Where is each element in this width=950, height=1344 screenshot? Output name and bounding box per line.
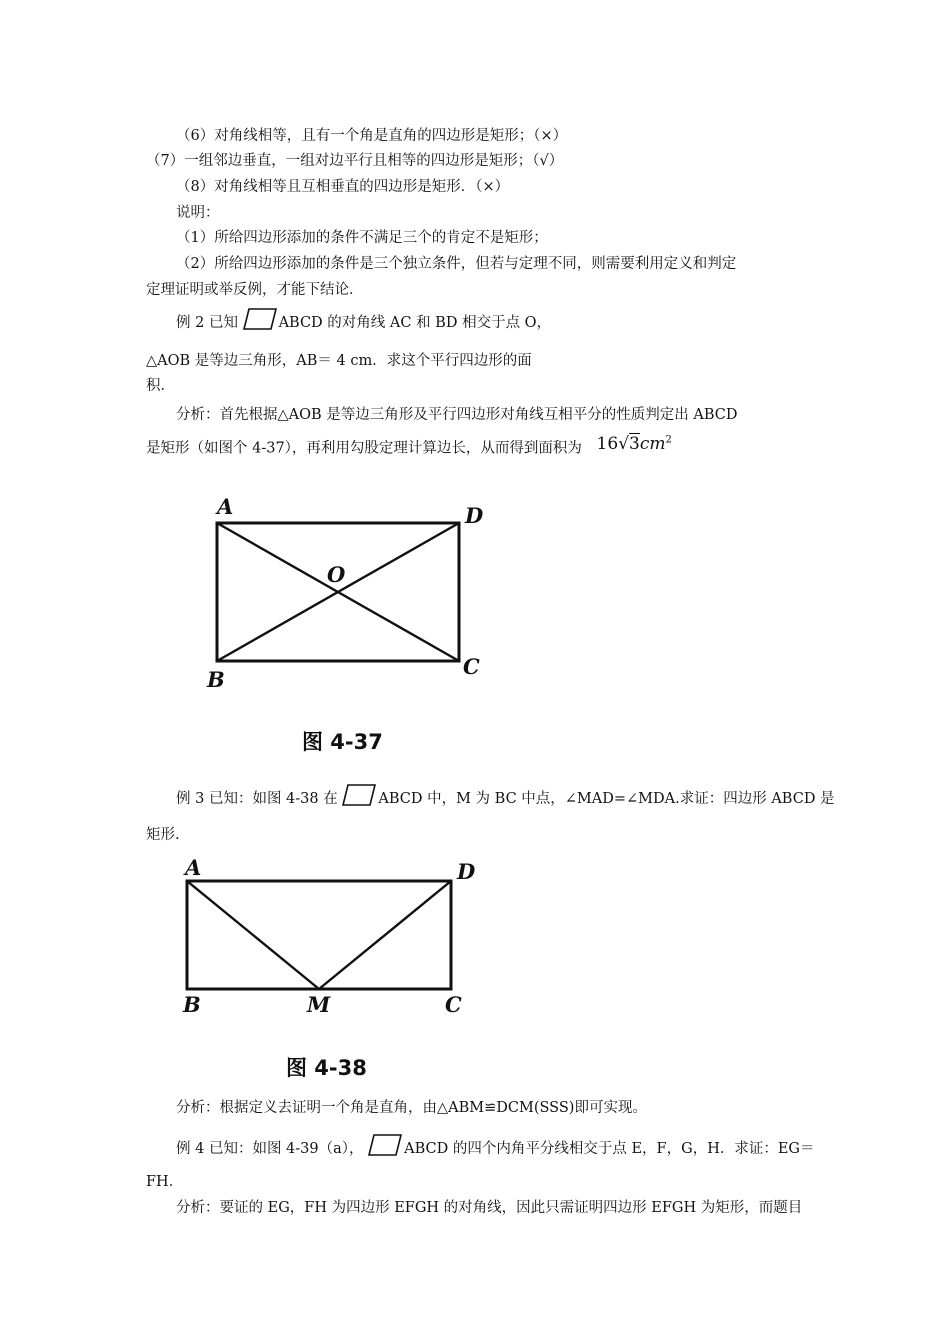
area-coefficient: 16 — [596, 433, 619, 454]
vertex-label-a: A — [185, 855, 202, 880]
sqrt-sign: √ — [618, 433, 630, 454]
example-4-line-a — [176, 1134, 815, 1159]
example-4-prefix: 例 4 已知：如图 4-39（a）， — [176, 1141, 364, 1157]
area-radicand: 3 — [629, 433, 640, 454]
analysis-4: 分析：要证的 EG，FH 为四边形 EFGH 的对角线，因此只需证明四边形 EFGH 为矩形，而题目 — [176, 1200, 803, 1216]
note-2-line-a: （2）所给四边形添加的条件是三个独立条件，但若与定理不同，则需要利用定义和判定 — [176, 256, 737, 272]
vertex-label-d: D — [457, 859, 476, 884]
parallelogram-icon — [342, 784, 376, 806]
note-2-line-b: 定理证明或举反例，才能下结论． — [146, 282, 364, 298]
analysis-2-line-a: 分析：首先根据△AOB 是等边三角形及平行四边形对角线互相平分的性质判定出 ABCD — [176, 407, 738, 423]
example-2-line-c: 积． — [146, 378, 175, 394]
figure-4-37 — [195, 490, 505, 700]
figure-4-37-caption: 图 4-37 — [302, 730, 383, 754]
midpoint-label-m: M — [307, 992, 331, 1017]
text-line-7: （7）一组邻边垂直，一组对边平行且相等的四边形是矩形；（√） — [146, 153, 564, 169]
parallelogram-icon — [243, 308, 277, 330]
vertex-label-a: A — [217, 494, 234, 519]
rectangle-abcd — [187, 881, 451, 989]
area-formula — [597, 434, 672, 454]
analysis-2-line-b — [146, 434, 672, 459]
example-2-prefix: 例 2 已知 — [176, 315, 238, 331]
example-4-line-b: FH． — [146, 1174, 184, 1190]
vertex-label-c: C — [445, 992, 462, 1017]
vertex-label-c: C — [463, 654, 480, 679]
analysis-2-text: 是矩形（如图个 4-37），再利用勾股定理计算边长，从而得到面积为 — [146, 440, 582, 457]
text-line-8: （8）对角线相等且互相垂直的四边形是矩形．（×） — [176, 179, 510, 195]
example-2-line-b: △AOB 是等边三角形，AB＝ 4 cm．求这个平行四边形的面 — [146, 353, 532, 369]
example-2-suffix: ABCD 的对角线 AC 和 BD 相交于点 O， — [278, 315, 552, 331]
vertex-label-b: B — [183, 992, 201, 1017]
area-exponent: 2 — [665, 434, 672, 445]
center-label-o: O — [327, 562, 346, 587]
analysis-3: 分析：根据定义去证明一个角是直角，由△ABM≌DCM(SSS)即可实现。 — [176, 1100, 647, 1116]
example-2-line-a — [176, 308, 551, 333]
example-3-suffix: ABCD 中，M 为 BC 中点，∠MAD=∠MDA.求证：四边形 ABCD 是 — [378, 791, 835, 807]
parallelogram-icon — [368, 1134, 402, 1156]
example-4-suffix: ABCD 的四个内角平分线相交于点 E，F，G，H．求证：EG＝ — [404, 1141, 815, 1157]
area-unit: cm — [639, 433, 666, 454]
example-3-line-b: 矩形. — [146, 827, 180, 843]
example-3-line-a — [176, 784, 835, 809]
text-line-6: （6）对角线相等，且有一个角是直角的四边形是矩形；（×） — [176, 128, 568, 144]
example-3-prefix: 例 3 已知：如图 4-38 在 — [176, 791, 338, 807]
vertex-label-b: B — [207, 667, 225, 692]
segment-am — [187, 881, 319, 989]
note-heading: 说明： — [176, 205, 220, 221]
note-1: （1）所给四边形添加的条件不满足三个的肯定不是矩形； — [176, 230, 548, 246]
figure-4-38-caption: 图 4-38 — [286, 1056, 367, 1080]
figure-4-38 — [175, 855, 485, 1025]
segment-dm — [319, 881, 451, 989]
vertex-label-d: D — [465, 503, 484, 528]
